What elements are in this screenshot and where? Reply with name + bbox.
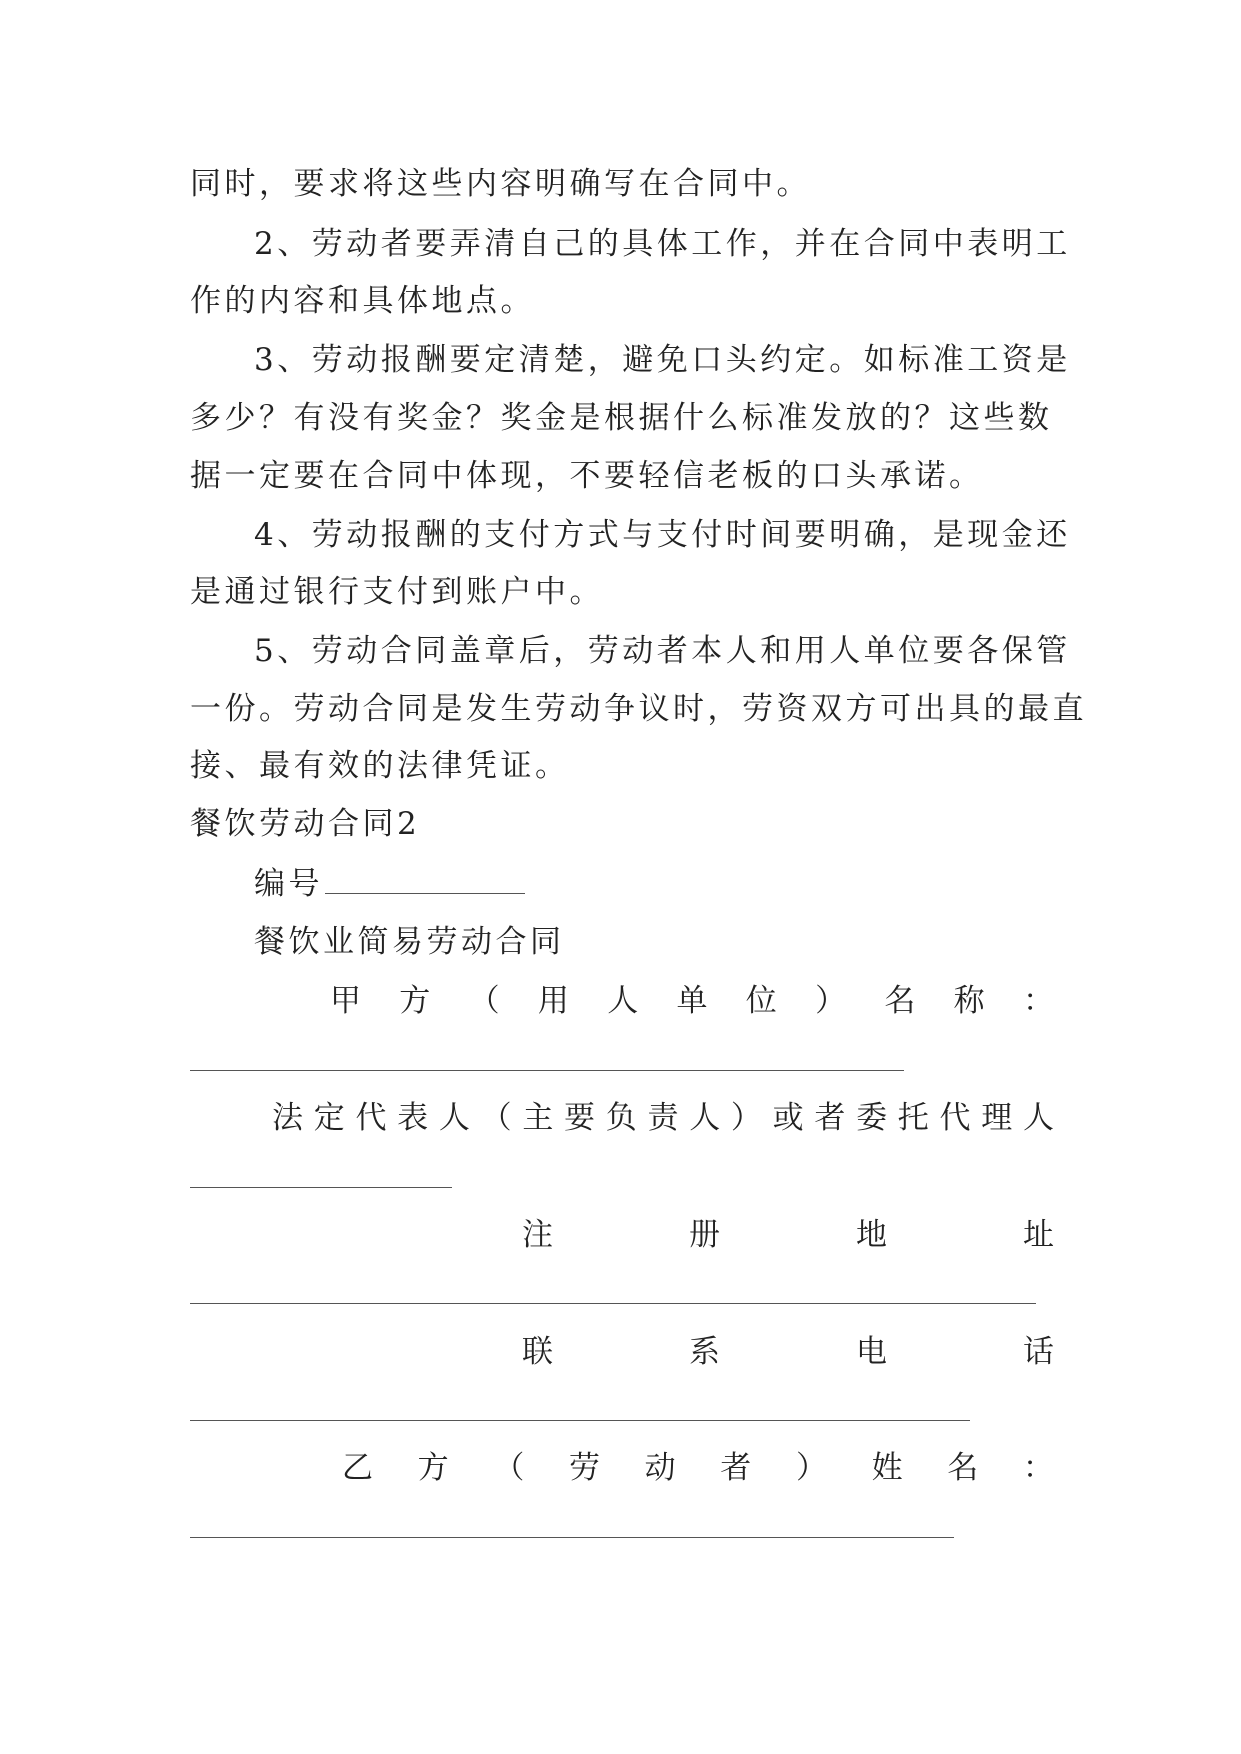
label-char: 方 — [417, 1450, 449, 1486]
party-b-name-label — [342, 1442, 1054, 1494]
label-char: 责 — [647, 1100, 679, 1136]
label-char: 址 — [1023, 1217, 1054, 1253]
label-char: 或 — [772, 1100, 804, 1136]
label-char: 负 — [605, 1100, 637, 1136]
party-a-name-label — [330, 975, 1054, 1027]
label-char: 委 — [856, 1100, 888, 1136]
label-char: （ — [493, 1450, 525, 1486]
body-line: 4、劳动报酬的支付方式与支付时间要明确，是现金还 — [254, 517, 1071, 553]
label-char: 地 — [856, 1217, 887, 1253]
number-field — [254, 858, 1054, 910]
contract-title: 餐饮业简易劳动合同 — [254, 924, 565, 960]
label-char: 系 — [689, 1334, 720, 1370]
body-line: 作的内容和具体地点。 — [190, 283, 535, 319]
legal-representative-label — [272, 1092, 1054, 1144]
label-char: 用 — [537, 983, 569, 1019]
label-char: 人 — [689, 1100, 721, 1136]
label-char: 劳 — [568, 1450, 600, 1486]
phone-blank[interactable] — [190, 1420, 970, 1421]
label-char: 名 — [947, 1450, 979, 1486]
label-char: 法 — [272, 1100, 303, 1136]
label-char: 人 — [607, 983, 639, 1019]
label-char: ） — [730, 1100, 762, 1136]
label-char: 名 — [884, 983, 916, 1019]
body-line: 是通过银行支付到账户中。 — [190, 574, 604, 610]
label-char: ） — [815, 983, 847, 1019]
label-char: 表 — [397, 1100, 429, 1136]
registered-address-blank[interactable] — [190, 1303, 1036, 1304]
label-char: （ — [468, 983, 500, 1019]
label-char: 理 — [981, 1100, 1013, 1136]
label-char: 者 — [720, 1450, 752, 1486]
label-char: 动 — [644, 1450, 676, 1486]
label-char: 话 — [1023, 1334, 1054, 1370]
registered-address-label — [522, 1209, 1054, 1261]
label-char: 定 — [313, 1100, 345, 1136]
label-char: 要 — [564, 1100, 596, 1136]
label-char: 主 — [522, 1100, 554, 1136]
label-char: 代 — [939, 1100, 971, 1136]
phone-label — [522, 1326, 1054, 1378]
label-char: 代 — [355, 1100, 387, 1136]
label-char: ） — [795, 1450, 827, 1486]
label-char: 方 — [399, 983, 431, 1019]
label-char: 托 — [897, 1100, 929, 1136]
body-line: 接、最有效的法律凭证。 — [190, 748, 570, 784]
body-line: 据一定要在合同中体现，不要轻信老板的口头承诺。 — [190, 458, 984, 494]
label-char: 人 — [1022, 1100, 1054, 1136]
label-char: 单 — [676, 983, 708, 1019]
number-label: 编号 — [254, 866, 323, 902]
body-line: 多少？有没有奖金？奖金是根据什么标准发放的？这些数 — [190, 400, 1053, 436]
label-char: （ — [480, 1100, 512, 1136]
label-char: 姓 — [871, 1450, 903, 1486]
body-line: 同时，要求将这些内容明确写在合同中。 — [190, 166, 811, 202]
label-char: ： — [1022, 1450, 1054, 1486]
party-a-name-blank[interactable] — [190, 1070, 904, 1071]
section-title: 餐饮劳动合同2 — [190, 806, 421, 842]
body-line: 5、劳动合同盖章后，劳动者本人和用人单位要各保管 — [254, 633, 1071, 669]
label-char: 位 — [745, 983, 777, 1019]
label-char: 称 — [953, 983, 985, 1019]
number-blank[interactable] — [325, 865, 525, 894]
party-b-name-blank[interactable] — [190, 1537, 954, 1538]
body-line: 3、劳动报酬要定清楚，避免口头约定。如标准工资是 — [254, 342, 1071, 378]
label-char: 者 — [814, 1100, 846, 1136]
label-char: 电 — [856, 1334, 887, 1370]
body-line: 一份。劳动合同是发生劳动争议时，劳资双方可出具的最直 — [190, 691, 1087, 727]
label-char: 甲 — [330, 983, 361, 1019]
label-char: 注 — [522, 1217, 553, 1253]
legal-representative-blank[interactable] — [190, 1187, 452, 1188]
label-char: 册 — [689, 1217, 720, 1253]
label-char: 人 — [438, 1100, 470, 1136]
label-char: 联 — [522, 1334, 553, 1370]
label-char: ： — [1022, 983, 1054, 1019]
label-char: 乙 — [342, 1450, 373, 1486]
body-line: 2、劳动者要弄清自己的具体工作，并在合同中表明工 — [254, 226, 1071, 262]
